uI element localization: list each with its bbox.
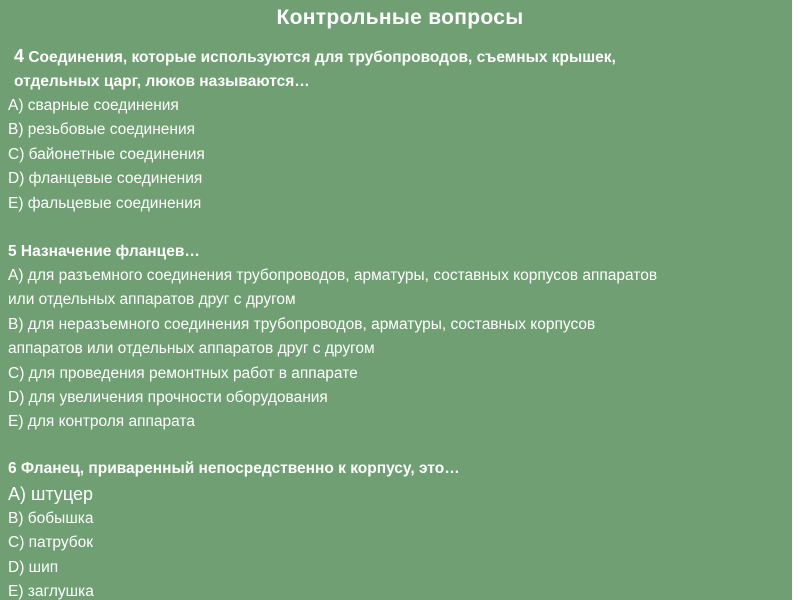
question-6-option-e: E) заглушка <box>8 583 94 600</box>
question-5-title: 5 Назначение фланцев… <box>8 243 200 261</box>
question-5-line: аппаратов или отдельных аппаратов друг с другом <box>8 340 375 358</box>
question-6-title: 6 Фланец, приваренный непосредственно к корпусу, это… <box>8 459 460 477</box>
question-4-option-c: C) байонетные соединения <box>8 145 205 163</box>
question-4-number: 4 <box>14 46 25 66</box>
question-4-option-e: E) фальцевые соединения <box>8 194 202 212</box>
question-4-option-b: B) резьбовые соединения <box>8 121 196 139</box>
question-6-option-d: D) шип <box>8 558 59 576</box>
questions-content <box>8 44 800 600</box>
question-6-option-a: A) штуцер <box>8 483 94 504</box>
question-4-option-a: A) сварные соединения <box>8 97 179 114</box>
question-5-line: A) для разъемного соединения трубопроводов, арматуры, составных корпусов аппаратов <box>8 267 658 285</box>
question-4-option-d: D) фланцевые соединения <box>8 170 203 188</box>
question-5-line: или отдельных аппаратов друг с другом <box>8 291 296 309</box>
spacer <box>8 216 800 240</box>
question-4-text-line2: отдельных царг, люков называются… <box>14 73 310 90</box>
question-5-line: B) для неразъемного соединения трубопроводов, арматуры, составных корпусов <box>8 315 596 333</box>
spacer <box>8 435 800 457</box>
question-6-option-c: C) патрубок <box>8 534 94 552</box>
question-5-line: E) для контроля аппарата <box>8 413 195 431</box>
slide-title: Контрольные вопросы <box>276 6 524 29</box>
question-4-title <box>8 44 800 70</box>
question-5-line: D) для увеличения прочности оборудования <box>8 389 328 407</box>
question-6-option-b: B) бобышка <box>8 509 94 527</box>
question-5-line: C) для проведения ремонтных работ в аппарате <box>8 364 358 382</box>
question-4-text-line1: Соединения, которые используются для трубопроводов, съемных крышек, <box>24 49 616 66</box>
